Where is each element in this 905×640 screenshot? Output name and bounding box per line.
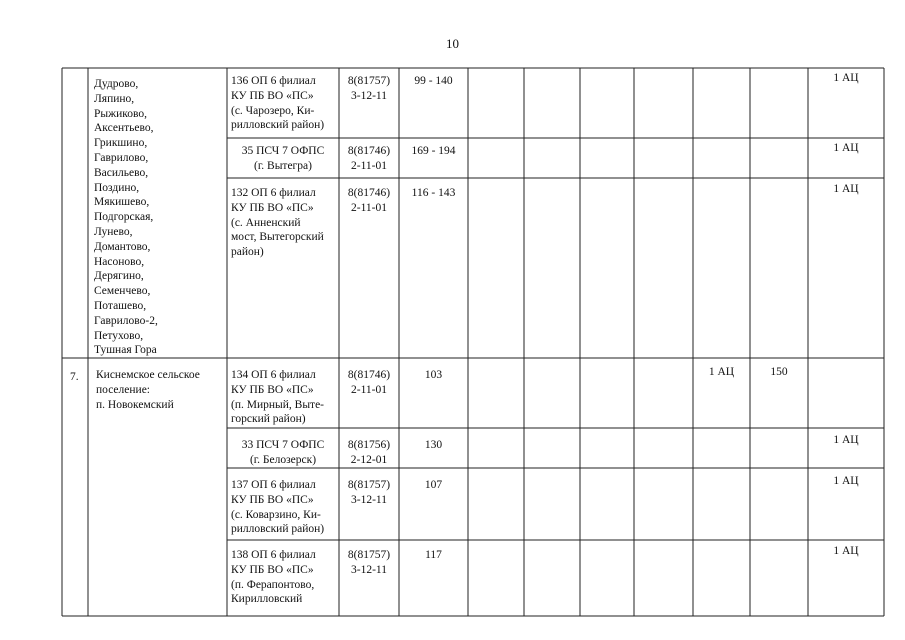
unit-ac: 1 АЦ — [833, 142, 859, 154]
unit-distance: 130 — [424, 439, 443, 451]
unit-ac: 1 АЦ — [833, 434, 859, 446]
unit-distance: 169 - 194 — [411, 145, 456, 157]
unit-name: 136 ОП 6 филиал КУ ПБ ВО «ПС» (с. Чарозеро, Ки- рилловский район) — [231, 75, 325, 132]
unit-ac: 1 АЦ — [833, 475, 859, 487]
unit-distance: 103 — [424, 369, 443, 381]
unit-name: 137 ОП 6 филиал КУ ПБ ВО «ПС» (с. Коварзино, Ки- рилловский район) — [231, 479, 325, 536]
unit-phone: 8(81746) 2-11-01 — [347, 145, 391, 172]
unit-name: 35 ПСЧ 7 ОФПС (г. Вытегра) — [241, 145, 325, 172]
unit-phone: 8(81746) 2-11-01 — [347, 187, 391, 214]
unit-ac: 1 АЦ — [708, 366, 735, 378]
unit-name: 33 ПСЧ 7 ОФПС (г. Белозерск) — [241, 439, 325, 466]
unit-phone: 8(81757) 3-12-11 — [347, 479, 391, 506]
unit-ac: 1 АЦ — [833, 545, 859, 557]
unit-phone: 8(81746) 2-11-01 — [347, 369, 391, 396]
settlement-list: Дудрово, Ляпино, Рыжиково, Аксентьево, Грикшино, Гаврилово, Васильево, Поздино, Мякишево, Подгорская, Лунево, Домантово, Насоново, Дерягино, Семенчево, Поташево, Гаврилово-2, Петухово, Тушная Гора — [94, 78, 158, 357]
page-number: 10 — [446, 36, 459, 51]
unit-distance: 116 - 143 — [411, 187, 456, 199]
unit-name: 138 ОП 6 филиал КУ ПБ ВО «ПС» (п. Ферапонтово, Кирилловский — [231, 549, 316, 606]
unit-name: 134 ОП 6 филиал КУ ПБ ВО «ПС» (п. Мирный, Выте- горский район) — [231, 369, 325, 426]
unit-phone: 8(81756) 2-12-01 — [347, 439, 391, 466]
unit-distance: 99 - 140 — [414, 75, 453, 87]
unit-ac: 1 АЦ — [833, 183, 859, 195]
unit-distance: 117 — [425, 549, 442, 561]
unit-ac: 1 АЦ — [833, 72, 859, 84]
unit-name: 132 ОП 6 филиал КУ ПБ ВО «ПС» (с. Анненский мост, Вытегорский район) — [231, 187, 324, 259]
settlement-list: Кисн​емское сельское поселение: п. Новокемский — [96, 369, 200, 411]
row-index: 7. — [70, 371, 79, 383]
unit-phone: 8(81757) 3-12-11 — [347, 75, 391, 102]
unit-ac-distance: 150 — [770, 366, 788, 378]
unit-phone: 8(81757) 3-12-11 — [347, 549, 391, 576]
unit-distance: 107 — [424, 479, 443, 491]
